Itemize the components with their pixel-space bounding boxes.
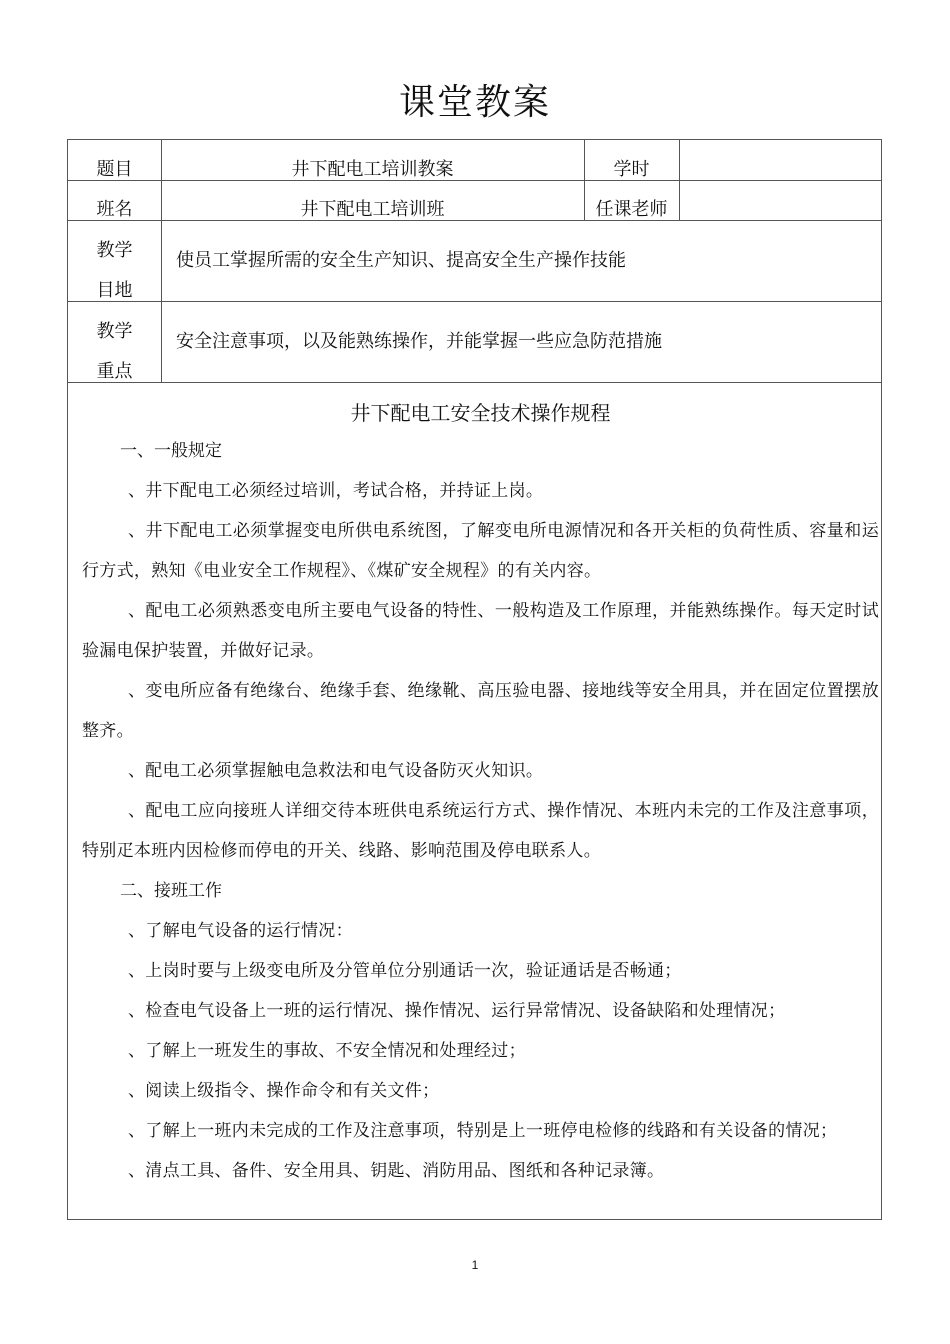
topic-label: 题目 (96, 159, 133, 180)
hours-label: 学时 (613, 159, 650, 180)
page-title: 课堂教案 (398, 82, 551, 123)
goal-label-line1: 教学 (96, 240, 133, 261)
lesson-plan-table (67, 139, 882, 1220)
list-item: 、配电工应向接班人详细交待本班供电系统运行方式、操作情况、本班内未完的工作及注意事项，特别疋本班内因检修而停电的开关、线路、影响范围及停电联系人。 (82, 801, 879, 861)
list-item: 、配电工必须掌握触电急救法和电气设备防灭火知识。 (128, 761, 544, 781)
list-item: 、配电工必须熟悉变电所主要电气设备的特性、一般构造及工作原理，并能熟练操作。每天定时试验漏电保护装置，并做好记录。 (82, 601, 879, 661)
focus-label-line1: 教学 (96, 321, 133, 342)
list-item: 、清点工具、备件、安全用具、钥匙、消防用品、图纸和各种记录簿。 (128, 1161, 665, 1181)
page-number: 1 (471, 1258, 479, 1272)
goal-value: 使员工掌握所需的安全生产知识、提高安全生产操作技能 (176, 250, 626, 271)
list-item: 、井下配电工必须掌握变电所供电系统图，了解变电所电源情况和各开关柜的负荷性质、容量和运行方式，熟知《电业安全工作规程》、《煤矿安全规程》的有关内容。 (82, 521, 879, 581)
focus-label-line2: 重点 (96, 361, 133, 382)
section-title: 井下配电工安全技术操作规程 (350, 401, 611, 425)
goal-label-line2: 目地 (96, 280, 133, 301)
class-value: 井下配电工培训班 (300, 199, 445, 220)
part1-list (82, 471, 879, 871)
list-item: 、了解电气设备的运行情况： (128, 921, 353, 941)
column-divider (679, 140, 680, 220)
part2-heading: 二、接班工作 (120, 881, 222, 901)
topic-value: 井下配电工培训教案 (291, 159, 454, 180)
part2-list (82, 911, 879, 1191)
part1-heading: 一、一般规定 (120, 441, 222, 461)
list-item: 、检查电气设备上一班的运行情况、操作情况、运行异常情况、设备缺陷和处理情况； (128, 1001, 786, 1021)
list-item: 、了解上一班发生的事故、不安全情况和处理经过； (128, 1041, 526, 1061)
list-item: 、阅读上级指令、操作命令和有关文件； (128, 1081, 440, 1101)
row-divider (68, 301, 881, 302)
class-label: 班名 (96, 199, 133, 220)
list-item: 、了解上一班内未完成的工作及注意事项，特别是上一班停电检修的线路和有关设备的情况； (128, 1121, 838, 1141)
procedure-content (82, 383, 879, 1191)
list-item: 、上岗时要与上级变电所及分管单位分别通话一次，验证通话是否畅通； (128, 961, 682, 981)
teacher-label: 任课老师 (595, 199, 668, 220)
focus-value: 安全注意事项，以及能熟练操作，并能掌握一些应急防范措施 (176, 331, 662, 352)
list-item: 、井下配电工必须经过培训，考试合格，并持证上岗。 (128, 481, 544, 501)
list-item: 、变电所应备有绝缘台、绝缘手套、绝缘靴、高压验电器、接地线等安全用具，并在固定位置摆放整齐。 (82, 681, 879, 741)
